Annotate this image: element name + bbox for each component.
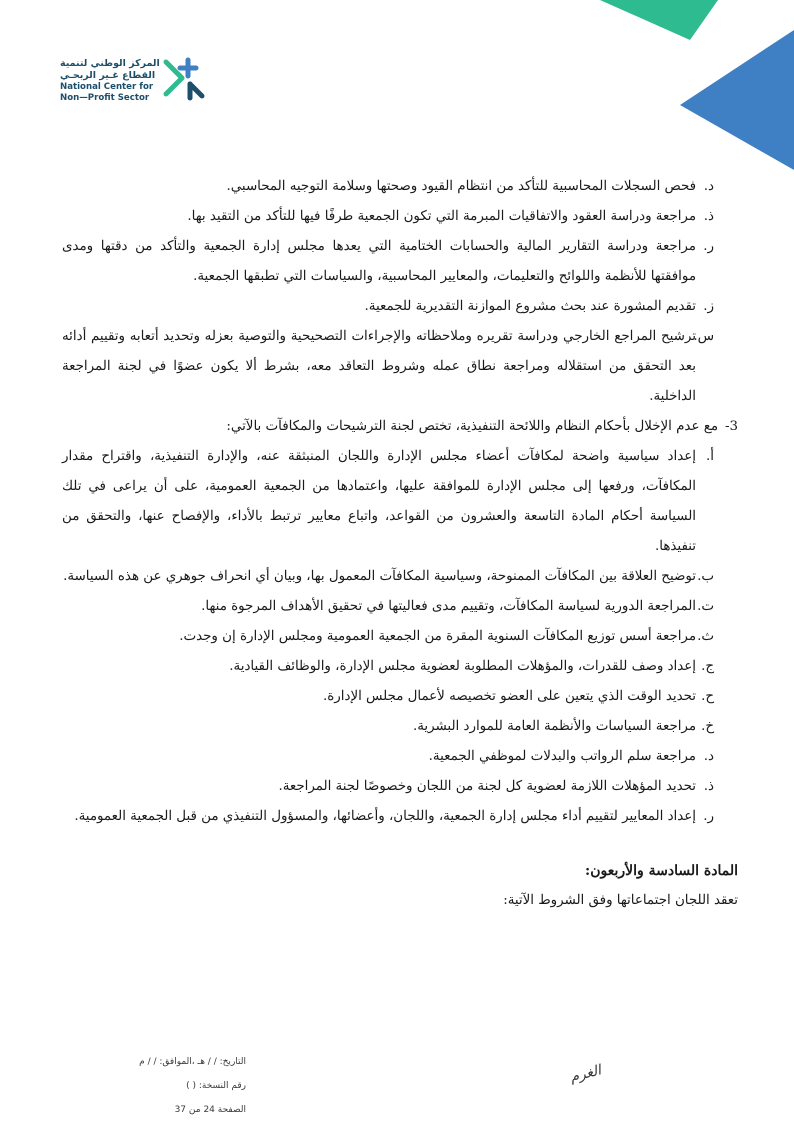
list-item-marker: ب.: [697, 569, 714, 584]
list-item-text: مراجعة سلم الرواتب والبدلات لموظفي الجمعية.: [428, 749, 696, 764]
document-body: [62, 172, 738, 916]
list-item-text: إعداد سياسية واضحة لمكافآت أعضاء مجلس الإدارة واللجان المنبثقة عنه، والإدارة التنفيذية، واقتراح مقدار المكافآت، ورفعها إلى مجلس الإدارة للموافقة عليها، واعتمادها من الجمعية العمومية، على أن يراعى في تلك السياسة أحكام المادة التاسعة والعشرون من القواعد، واتباع معايير ترتبط بالأداء، والإفصاح عنها، والتحقق من تنفيذها.: [62, 449, 696, 554]
list-item: [62, 172, 738, 202]
list-item-marker: ت.: [697, 599, 714, 614]
list-item: [62, 622, 738, 652]
footer-date-line: التاريخ: / / هـ ،الموافق: / / م: [139, 1057, 246, 1067]
list-item: [62, 802, 738, 832]
section-3-heading: [62, 412, 738, 442]
list-item-marker: ح.: [701, 689, 714, 704]
page-footer: [76, 1050, 246, 1122]
list-item-text: تقديم المشورة عند بحث مشروع الموازنة التقديرية للجمعية.: [364, 299, 696, 314]
list-item: [62, 592, 738, 622]
section-3-marker: 3-: [724, 419, 738, 434]
list-item-marker: ذ.: [703, 209, 714, 224]
list-item-marker: د.: [703, 179, 714, 194]
list-item-text: ترشيح المراجع الخارجي ودراسة تقريره وملاحظاته والإجراءات التصحيحية والتوصية بعزله وتحديد أتعابه وتقييم أدائه بعد التحقق من استقلاله ومراجعة نطاق عمله وشروط التعاقد معه، بشرط ألا يكون عضوًا في لجنة المراجعة الداخلية.: [62, 329, 696, 404]
logo-arabic-line-2: القطاع غـير الربحـي: [60, 70, 156, 81]
list-item: [62, 322, 738, 412]
handwritten-signature: الغرم: [568, 1062, 603, 1086]
list-item-marker: ذ.: [703, 779, 714, 794]
footer-copy-number: رقم النسخة: ( ): [186, 1081, 246, 1091]
list-item: [62, 292, 738, 322]
list-item: [62, 712, 738, 742]
list-item: [62, 202, 738, 232]
list-item-marker: ج.: [701, 659, 714, 674]
list-item-marker: د.: [703, 749, 714, 764]
list-item: [62, 562, 738, 592]
logo-arrows-icon: [160, 54, 208, 102]
organization-logo: [60, 50, 230, 120]
list-item-marker: ث.: [697, 629, 714, 644]
list-item-marker: س.: [693, 329, 714, 344]
list-item-text: إعداد المعايير لتقييم أداء مجلس إدارة الجمعية، واللجان، وأعضائها، والمسؤول التنفيذي من قبل الجمعية العمومية.: [74, 809, 696, 824]
article-46-intro: تعقد اللجان اجتماعاتها وفق الشروط الآتية:: [503, 893, 738, 908]
list-item-marker: ر.: [703, 239, 714, 254]
list-item: [62, 652, 738, 682]
corner-blue-shape: [680, 30, 794, 170]
logo-arabic-line-1: المركز الوطني لتنمية: [60, 58, 160, 69]
article-46: [62, 856, 738, 916]
list-item-marker: خ.: [701, 719, 714, 734]
list-item-marker: ر.: [703, 809, 714, 824]
list-item: [62, 682, 738, 712]
list-item-marker: ز.: [703, 299, 714, 314]
logo-english-line-2: Non—Profit Sector: [60, 93, 150, 103]
list-item-text: توضيح العلاقة بين المكافآت الممنوحة، وسياسية المكافآت المعمول بها، وبيان أي انحراف جوهري عن هذه السياسة.: [63, 569, 696, 584]
list-item-text: إعداد وصف للقدرات، والمؤهلات المطلوبة لعضوية مجلس الإدارة، والوظائف القيادية.: [229, 659, 696, 674]
list-item: [62, 442, 738, 562]
section-3-text: مع عدم الإخلال بأحكام النظام واللائحة التنفيذية، تختص لجنة الترشيحات والمكافآت بالآتي:: [226, 419, 718, 434]
list-item: [62, 742, 738, 772]
footer-page-number: الصفحة 24 من 37: [174, 1105, 246, 1115]
list-item-text: فحص السجلات المحاسبية للتأكد من انتظام القيود وصحتها وسلامة التوجيه المحاسبي.: [226, 179, 696, 194]
list-item-text: مراجعة ودراسة العقود والاتفاقيات المبرمة التي تكون الجمعية طرفًا فيها للتأكد من التقيد بها.: [187, 209, 696, 224]
list-item-text: تحديد الوقت الذي يتعين على العضو تخصيصه لأعمال مجلس الإدارة.: [323, 689, 696, 704]
logo-text: [60, 58, 165, 104]
audit-committee-duties-list: [62, 172, 738, 412]
list-item-text: مراجعة أسس توزيع المكافآت السنوية المقرة من الجمعية العمومية ومجلس الإدارة إن وجدت.: [179, 629, 696, 644]
list-item-text: المراجعة الدورية لسياسة المكافآت، وتقييم مدى فعاليتها في تحقيق الأهداف المرجوة منها.: [201, 599, 696, 614]
list-item: [62, 772, 738, 802]
article-46-title: المادة السادسة والأربعون:: [585, 863, 738, 879]
nominations-committee-duties-list: [62, 442, 738, 832]
list-item-marker: أ.: [706, 449, 714, 464]
list-item: [62, 232, 738, 292]
list-item-text: مراجعة ودراسة التقارير المالية والحسابات الختامية التي يعدها مجلس إدارة الجمعية والتأكد من دقتها ومدى موافقتها للأنظمة واللوائح والتعليمات، والمعايير المحاسبية، والسياسات التي تطبقها الجمعية.: [62, 239, 696, 284]
logo-english-line-1: National Center for: [60, 82, 154, 92]
list-item-text: مراجعة السياسات والأنظمة العامة للموارد البشرية.: [412, 719, 696, 734]
list-item-text: تحديد المؤهلات اللازمة لعضوية كل لجنة من اللجان وخصوصًا لجنة المراجعة.: [278, 779, 696, 794]
corner-green-shape: [600, 0, 718, 40]
